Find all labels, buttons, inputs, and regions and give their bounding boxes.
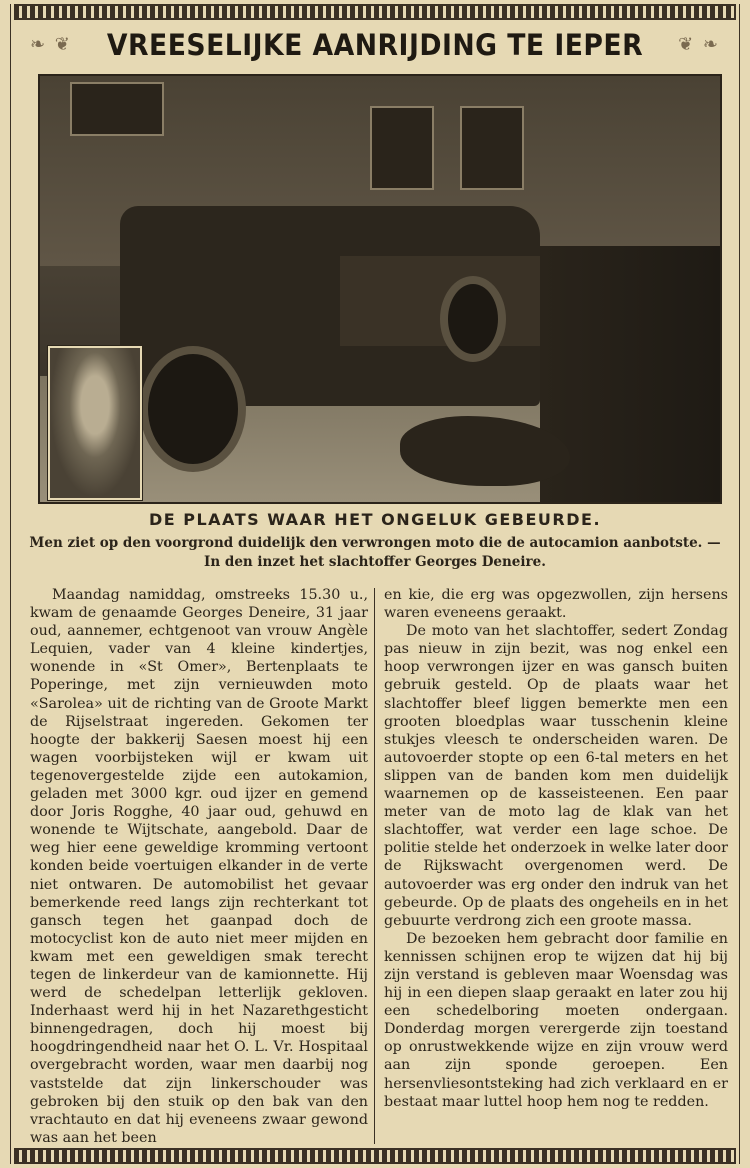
page-border-left — [10, 4, 11, 1164]
victim-portrait-inset — [48, 346, 142, 500]
page-border-right — [739, 4, 740, 1164]
photo-window — [370, 106, 434, 190]
article-left-column — [30, 586, 368, 1147]
article-paragraph: en kie, die erg was opgezwollen, zijn hersens waren eveneens geraakt. — [384, 587, 728, 622]
article-paragraph: Maandag namiddag, omstreeks 15.30 u., kwam de genaamde Georges Deneire, 31 jaar oud, aannemer, echtgenoot van vrouw Angèle Lequien, vader van 4 kleine kindertjes, wonende in «St Omer», Bertenplaats te Poperinge, met zijn vernieuwden moto «Sarolea» uit de richting van de Groote Markt de Rijselstraat ingereden. Gekomen ter hoogte der bakkerij Saesen moest hij een wagen voorbijsteken wijl er kwam uit tegenovergestelde zijde een autokamion, geladen met 3000 kgr. oud ijzer en gemend door Joris Rogghe, 40 jaar oud, gehuwd en wonende te Wijtschate, aangebold. Daar de weg hier eene geweldige kromming vertoont konden beide voertuigen elkander in de verte niet ontwaren. De automobilist het gevaar bemerkende reed langs zijn rechterkant tot gansch tegen het gaanpad doch de motocyclist kon de auto niet meer mijden en kwam met een geweldigen smak terecht tegen de linkerdeur van de kamionnette. Hij werd de schedelpan letterlijk gekloven. Inderhaast werd hij in het Nazarethgesticht binnengedragen, doch hij moest bij hoogdringendheid naar het O. L. Vr. Hospitaal overgebracht worden, waar men daarbij nog vaststelde dat zijn linkerschouder was gebroken bij den stuik op den bak van den vrachtauto en dat hij eveneens zwaar gewond was aan het been — [30, 587, 368, 1146]
photo-window — [70, 82, 164, 136]
article-paragraph: De bezoeken hem gebracht door familie en kennissen schijnen erop te wijzen dat hij bij zijn verstand is gebleven maar Woensdag was hij in een diepen slaap geraakt en later zou hij een schedelboring moeten ondergaan. Donderdag morgen verergerde zijn toestand op onrustwekkende wijze en zijn vrouw werd aan zijn sponde geroepen. Een hersenvliesontsteking had zich verklaard en er bestaat maar luttel hoop hem nog te redden. — [384, 930, 728, 1110]
photo-truck-wheel — [440, 276, 506, 362]
left-ornament-icon: ❧ ❦ — [30, 34, 72, 55]
article-right-column — [384, 586, 728, 1111]
right-ornament-icon: ❦ ❧ — [678, 34, 720, 55]
bottom-decorative-rule — [14, 1148, 736, 1164]
photo-window — [460, 106, 524, 190]
column-divider — [374, 588, 375, 1144]
headline: VREESELIJKE AANRIJDING TE IEPER — [106, 28, 644, 62]
photo-caption-title: DE PLAATS WAAR HET ONGELUK GEBEURDE. — [148, 510, 602, 529]
photo-caption-text: Men ziet op den voorgrond duidelijk den verwrongen moto die de autocamion aanbotste. — In den inzet het slachtoffer Georges Deneire. — [29, 535, 721, 570]
photo-truck-wheel — [140, 346, 246, 472]
top-decorative-rule — [14, 4, 736, 20]
article-paragraph: De moto van het slachtoffer, sedert Zondag pas nieuw in zijn bezit, was nog enkel een hoop verwrongen ijzer en was gansch buiten gebruik gesteld. Op de plaats waar het slachtoffer bleef liggen bemerkte men een grooten bloedplas waar tusschenin kleine stukjes vleesch te onderscheiden waren. De autovoerder stopte op een 6-tal meters en het slippen van de banden kom men duidelijk waarnemen op de kasseisteenen. Een paar meter van de moto lag de klak van het slachtoffer, wat verder een lage schoe. De politie stelde het onderzoek in welke later door de Rijkswacht overgenomen werd. De autovoerder was erg onder den indruk van het gebeurde. Op de plaats des ongeheils en in het gebuurte verdrong zich een groote massa. — [384, 623, 728, 929]
